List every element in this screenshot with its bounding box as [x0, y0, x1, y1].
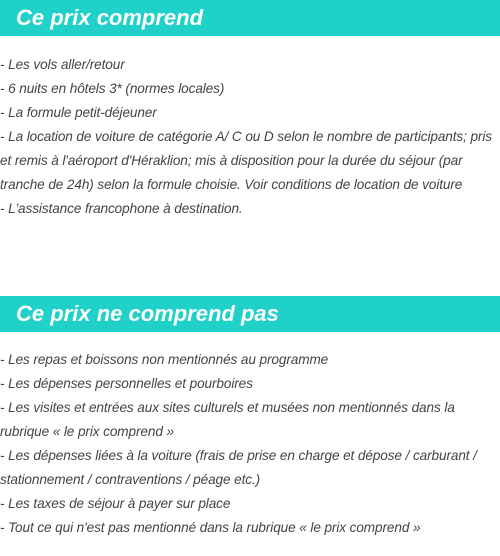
section-title-not-included: Ce prix ne comprend pas — [0, 296, 500, 332]
list-item: - Les visites et entrées aux sites culturels et musées non mentionnés dans la rubrique « le prix comprend » — [0, 400, 455, 439]
list-item: - Les dépenses personnelles et pourboires — [0, 376, 253, 391]
list-item: - Les vols aller/retour — [0, 57, 125, 72]
list-item: - Les repas et boissons non mentionnés au programme — [0, 352, 329, 367]
list-item: - Les taxes de séjour à payer sur place — [0, 496, 231, 511]
list-item: - La formule petit-déjeuner — [0, 105, 157, 120]
list-item: - L'assistance francophone à destination. — [0, 201, 243, 216]
section-title-included: Ce prix comprend — [0, 0, 500, 36]
included-list — [0, 53, 500, 221]
list-item: - La location de voiture de catégorie A/ C ou D selon le nombre de participants; pris et remis à l'aéroport d'Héraklion; mis à disposition pour la durée du séjour (par tranche de 24h) selon la formule choisie. Voir conditions de location de voiture — [0, 129, 492, 192]
not-included-list — [0, 348, 500, 540]
list-item: - 6 nuits en hôtels 3* (normes locales) — [0, 81, 225, 96]
list-item: - Les dépenses liées à la voiture (frais de prise en charge et dépose / carburant / stationnement / contraventions / péage etc.) — [0, 448, 477, 487]
list-item: - Tout ce qui n'est pas mentionné dans la rubrique « le prix comprend » — [0, 520, 421, 535]
